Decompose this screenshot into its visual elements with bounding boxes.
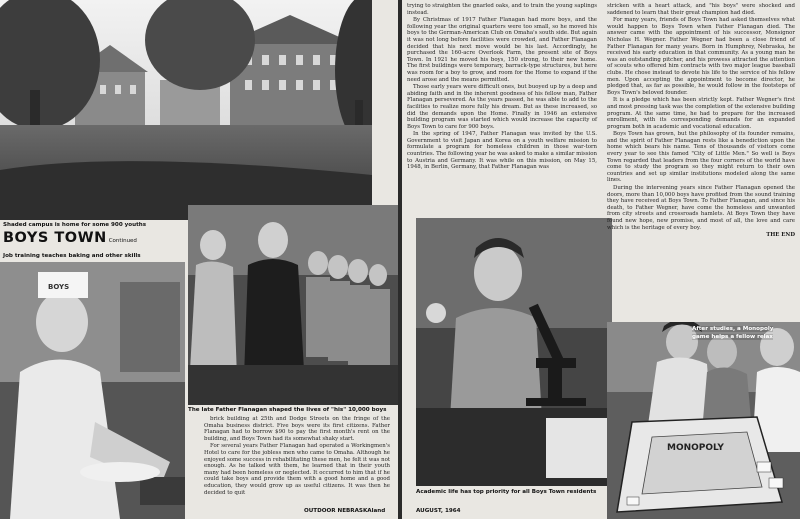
paragraph: For many years, friends of Boys Town had asked themselves what would happen to Boys Town when Father Flanagan died. The answer came with the appointment of his successor, Monsignor Nicholas H. Wegner. Father Wegner had been a close friend of Father Flanagan for many years. Born in Humphrey, Nebraska, he received his early education in that community. As a young man he was an outstanding pitcher, and his prowess attracted the attention of scouts who offered him contracts with two major league baseball clubs. He chose instead to devote his life to the service of his fellow men. Upon accepting the appointment to become director, he pledged that, as far as possible, he would follow in the footsteps of Boys Town's beloved founder. xyxy=(607,17,795,96)
caption-academic: Academic life has top priority for all Boys Town residents xyxy=(416,489,597,495)
flanagan-photo xyxy=(188,205,398,405)
paragraph: By Christmas of 1917 Father Flanagan had more boys, and the following year the original quarters were too small, so he moved his boys to the German-American Club on Omaha's south side. But again it was not long before facilities were crowded, and Father Flanagan decided that his next move would be his last. Accordingly, he purchased the 160-acre Overlook Farm, the present site of Boys Town. In 1921 he moved his boys, 150 strong, to their new home. The first buildings were temporary, barrack-type structures, but here was room for a boy to grow, and room for the Home to expand if the need arose and the means permitted. xyxy=(407,17,597,83)
caption-baking: Job training teaches baking and other skills xyxy=(3,253,141,259)
body-column-2 xyxy=(407,3,597,213)
paragraph: stricken with a heart attack, and "his boys" were shocked and saddened to learn that their great champion had died. xyxy=(607,3,795,16)
footer-left: OUTDOOR NEBRASKAland xyxy=(304,508,386,514)
title-text: BOYS TOWN xyxy=(3,230,107,246)
paragraph: During the intervening years since Father Flanagan opened the doors, more than 10,000 boys have profited from the sound training they have received at Boys Town. To Father Flanagan, and since his death, to Father Wegner, have come the homeless and unwanted from city streets and crossroads hamlets. At Boys Town they have found new hope, new promise, and most of all, the love and care which is the heritage of every boy. xyxy=(607,185,795,231)
monopoly-photo xyxy=(607,322,800,519)
body-column-3 xyxy=(607,3,795,293)
microscope-photo xyxy=(416,218,612,486)
paragraph: It is a pledge which has been strictly kept. Father Wegner's first and most pressing task was the completion of the extensive building program. At the same time, he had to prepare for the increased enrollment, with its corresponding demands for an expanded program both in academic and vocational education. xyxy=(607,97,795,130)
monopoly-board-text: MONOPOLY xyxy=(667,443,724,453)
paragraph: Boys Town has grown, but the philosophy of its founder remains, and the spirit of Father Flanagan rests like a benediction upon the home which bears his name. Tens of thousands of visitors come every year to see this famed "City of Little Men." So well is Boys Town regarded that leaders from the four corners of the world have come to study the program so they might return to their own countries and set up similar institutions modeled along the same lines. xyxy=(607,131,795,184)
paragraph: For several years Father Flanagan had operated a Workingmen's Hotel to care for the jobless men who came to Omaha. Although he enjoyed some success in rehabilitating these men, he felt it was not enough. As he talked with them, he learned that in their youth many had been homeless or neglected. It occurred to him that if he could take boys and provide them with a good home and a good education, they would grow up as useful citizens. It was then he decided to quit xyxy=(204,443,390,496)
svg-text:BOYS: BOYS xyxy=(48,283,70,291)
baker-photo xyxy=(0,262,185,519)
right-page xyxy=(402,0,800,519)
left-page xyxy=(0,0,398,519)
paragraph: In the spring of 1947, Father Flanagan was invited by the U.S. Government to visit Japan and Korea on a youth welfare mission to formulate a program for homeless children in those war-torn countries. The following year he was asked to make a similar mission to Austria and Germany. It was while on this mission, on May 15, 1948, in Berlin, Germany, that Father Flanagan was xyxy=(407,131,597,171)
caption-monopoly-2: game helps a fellow relax xyxy=(692,334,773,340)
article-title xyxy=(3,230,137,246)
body-column-1 xyxy=(204,416,390,506)
paragraph: trying to straighten the gnarled oaks, and to train the young saplings instead. xyxy=(407,3,597,16)
paragraph: brick building at 25th and Dodge Streets on the fringe of the Omaha business district. Five boys were its first citizens. Father Flanagan had to borrow $90 to pay the first month's rent on the building, and Boys Town had its somewhat shaky start. xyxy=(204,416,390,442)
caption-flanagan: The late Father Flanagan shaped the lives of "his" 10,000 boys xyxy=(188,407,387,413)
caption-monopoly-1: After studies, a Monopoly xyxy=(692,326,774,332)
campus-photo xyxy=(0,0,372,220)
title-continued: Continued xyxy=(108,238,137,244)
footer-right: AUGUST, 1964 xyxy=(416,508,461,514)
the-end: THE END xyxy=(766,232,795,239)
paragraph: Those early years were difficult ones, but buoyed up by a deep and abiding faith and in the inherent goodness of his fellow man, Father Flanagan persevered. As the years passed, he was able to add to the facilities to realize more fully his dream. But as these increased, so did the demands upon the Home. Finally in 1946 an extensive building program was started which would increase the capacity of Boys Town to care for 900 boys. xyxy=(407,84,597,130)
caption-campus: Shaded campus is home for some 900 youths xyxy=(3,222,147,228)
